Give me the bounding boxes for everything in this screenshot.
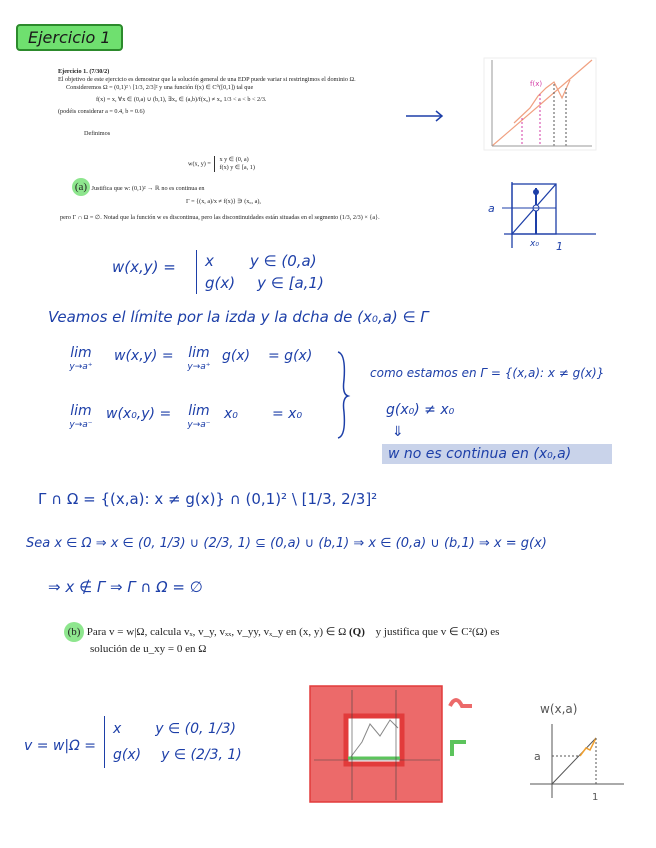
w-x-a-label: w(x,a) <box>540 702 578 716</box>
hw-v-case1-cond: y ∈ (0, 1/3) <box>155 721 236 737</box>
hw-v-case1-val: x <box>113 721 122 737</box>
hw-lim2-sub2: y→a⁻ <box>187 420 211 430</box>
hw-w-lhs: w(x,y) = <box>112 258 176 276</box>
hw-lim1-word2: lim <box>188 345 210 361</box>
exercise-condition: f(x) = x, ∀x ∈ (0,a) ∪ (b,1), ∃x₀ ∈ (a,b)/f(x₀) ≠ x₀ 1/3 < a < b < 2/3. <box>96 96 267 103</box>
part-b-text1: Para v = w|Ω, calcula vₓ, v_y, vₓₓ, v_yy, vₓ_y en (x, y) ∈ Ω <box>86 626 347 638</box>
diagram-one-label: 1 <box>556 240 563 253</box>
w-graph-one-label: 1 <box>592 792 599 803</box>
hw-w-definition <box>112 258 176 276</box>
hw-arrow-down: ⇓ <box>392 424 404 440</box>
part-b <box>64 622 584 657</box>
hw-lim2-expr: w(x₀,y) = <box>106 406 172 422</box>
part-b-label: (b) <box>64 622 84 642</box>
hw-lim1-sub2: y→a⁺ <box>187 362 211 372</box>
part-a-label: (a) <box>72 178 90 196</box>
hw-conclusion: w no es continua en (x₀,a) <box>382 444 612 464</box>
diagram-x0-label: x₀ <box>530 239 539 249</box>
diagram-a-label: a <box>488 202 495 215</box>
w-graph-a-label: a <box>534 750 541 763</box>
hw-w-case2-cond: y ∈ [a,1) <box>257 274 324 292</box>
part-b-bold: (Q) <box>349 626 365 638</box>
hw-lim2-op2 <box>182 404 216 432</box>
hw-v-cases <box>104 716 242 768</box>
exercise-intro: El objetivo de este ejercicio es demostrar que la solución general de una EDP puede variar si restringimos el dominio Ω. <box>58 76 356 83</box>
hw-como-estamos: como estamos en Γ = {(x,a): x ≠ g(x)} <box>370 366 605 380</box>
hw-lim2-word: lim <box>70 403 92 419</box>
hw-w-case2-val: g(x) <box>205 274 236 292</box>
hw-v-case2-cond: y ∈ (2/3, 1) <box>161 747 242 763</box>
exercise-domain: Consideremos Ω = (0,1)² \ [1/3, 2/3]² y una función f(x) ∈ C⁰([0,1]) tal que <box>66 84 254 91</box>
w-x-a-graph <box>520 720 630 804</box>
fx-graph-sketch <box>484 58 596 150</box>
part-b-text2: y justifica que v ∈ C²(Ω) es <box>375 626 500 638</box>
exercise-heading: Ejercicio 1. (7/30/2) <box>58 68 110 75</box>
hw-lim1-word: lim <box>70 345 92 361</box>
discontinuity-diagram <box>484 178 600 252</box>
exercise-note: (podéis considerar a = 0.4, b = 0.6) <box>58 108 145 115</box>
part-a-note: pero Γ ∩ Ω = ∅. Notad que la función w es discontinua, pero las discontinuidades están situadas en el segmento (1/3, 2/3) × {a}. <box>60 214 380 221</box>
exercise-statement <box>58 68 378 138</box>
hw-lim1-op2 <box>182 346 216 374</box>
hw-lim1-val: g(x) <box>222 348 251 364</box>
gamma-set: Γ = {(x, a)/x ≠ f(x)} ∋ (x₀, a), <box>186 198 261 205</box>
w-definition <box>188 156 255 172</box>
part-a-text: Justifica que w: (0,1)² → ℝ no es continua en <box>91 185 205 192</box>
w-lhs: w(x, y) = <box>188 160 211 168</box>
hw-intersection: Γ ∩ Ω = {(x,a): x ≠ g(x)} ∩ (0,1)² \ [1/3, 2/3]² <box>38 490 378 508</box>
hw-sea-line: Sea x ∈ Ω ⇒ x ∈ (0, 1/3) ∪ (2/3, 1) ⊆ (0,a) ∪ (b,1) ⇒ x ∈ (0,a) ∪ (b,1) ⇒ x = g(x) <box>26 536 547 551</box>
w-case-1: x y ∈ (0, a) <box>219 156 249 163</box>
hw-lim2-sub: y→a⁻ <box>69 420 93 430</box>
definimos-label: Definimos <box>84 130 111 137</box>
hw-w-case1-cond: y ∈ (0,a) <box>249 252 317 270</box>
hw-lim2-word2: lim <box>188 403 210 419</box>
hw-final-line: ⇒ x ∉ Γ ⇒ Γ ∩ Ω = ∅ <box>48 578 203 596</box>
hw-v-case2-val: g(x) <box>113 747 142 763</box>
hw-lim2-op <box>64 404 98 432</box>
hw-w-case1-val: x <box>205 252 214 270</box>
part-b-text3: solución de u_xy = 0 en Ω <box>90 643 207 655</box>
hw-v-def: v = w|Ω = <box>24 738 96 754</box>
w-case-2: f(x) y ∈ [a, 1) <box>219 164 255 171</box>
hw-lim1-expr: w(x,y) = <box>114 348 174 364</box>
hw-limit-sentence: Veamos el límite por la izda y la dcha de (x₀,a) ∈ Γ <box>48 308 429 326</box>
hw-lim2-val: x₀ <box>224 406 238 422</box>
fx-graph-label: f(x) <box>530 80 543 88</box>
hw-lim1-result: = g(x) <box>268 348 313 364</box>
hw-w-cases <box>196 250 324 294</box>
page-title: Ejercicio 1 <box>16 24 123 51</box>
hw-lim1-op <box>64 346 98 374</box>
hw-lim1-sub: y→a⁺ <box>69 362 93 372</box>
arrow-right-icon <box>406 108 446 122</box>
part-a <box>72 178 392 196</box>
domain-diagram <box>300 684 476 808</box>
hw-neq: g(x₀) ≠ x₀ <box>386 402 455 418</box>
hw-lim2-result: = x₀ <box>272 406 303 422</box>
brace-icon <box>336 350 350 440</box>
